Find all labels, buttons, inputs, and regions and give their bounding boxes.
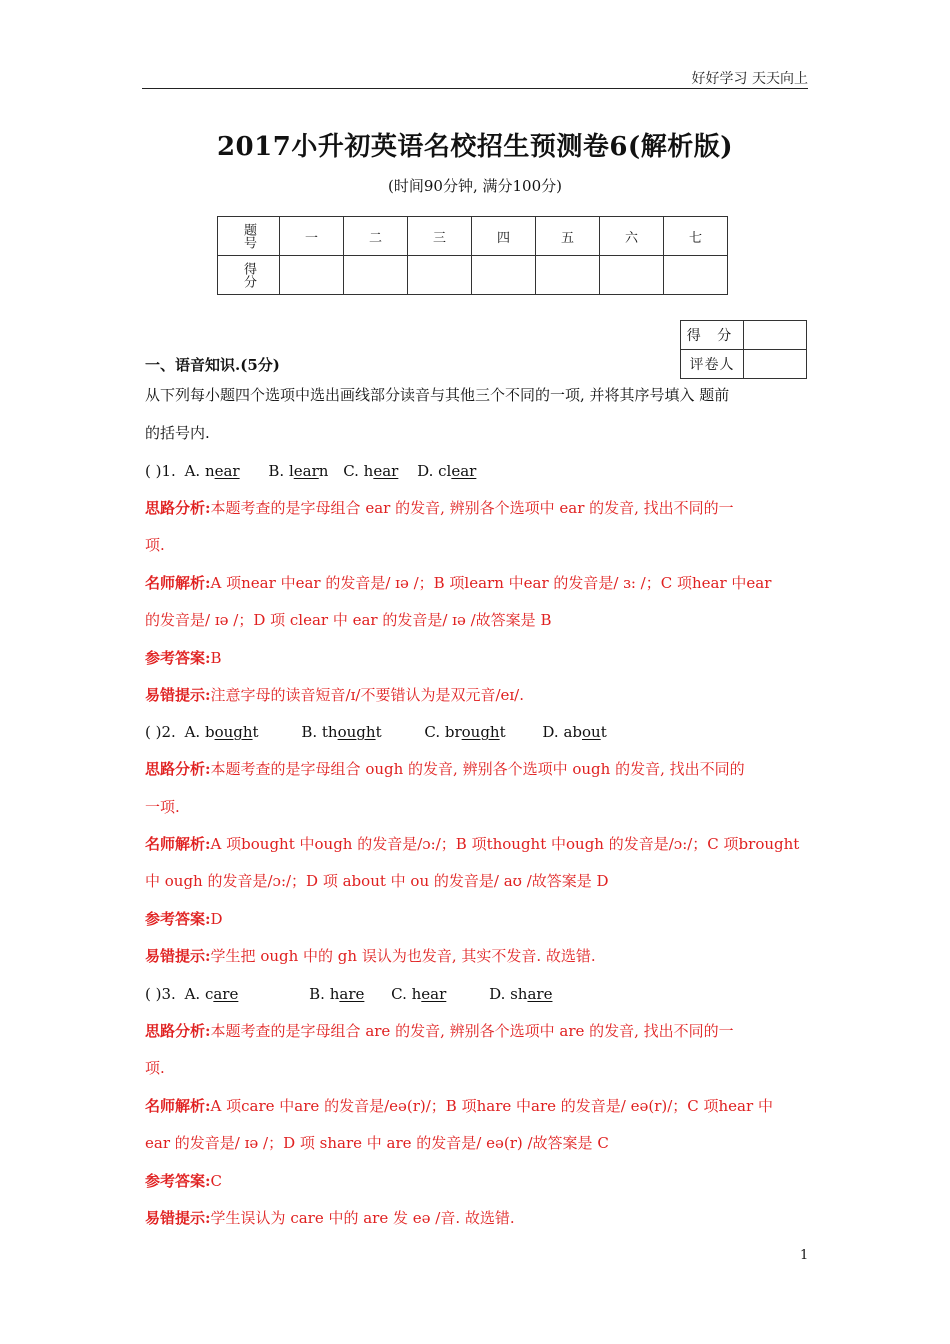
analysis: 思路分析:本题考查的是字母组合 are 的发音, 辨别各个选项中 are 的发音, 找出不同的一 bbox=[145, 1022, 734, 1040]
option-b: B. learn bbox=[268, 462, 329, 480]
option-c: C. hear bbox=[343, 462, 399, 480]
score-cell[interactable] bbox=[344, 256, 408, 295]
grade-score-cell[interactable] bbox=[744, 321, 807, 350]
question-stem: ( )2. bbox=[145, 723, 176, 741]
score-table-col-5: 五 bbox=[536, 217, 600, 256]
option-b: B. hare bbox=[309, 985, 365, 1003]
analysis-cont: 项. bbox=[145, 536, 165, 554]
score-table-col-6: 六 bbox=[600, 217, 664, 256]
answer: 参考答案:B bbox=[145, 649, 222, 667]
score-table-col-2: 二 bbox=[344, 217, 408, 256]
score-table-col-1: 一 bbox=[280, 217, 344, 256]
analysis-cont: 一项. bbox=[145, 798, 180, 816]
option-a: A. near bbox=[184, 462, 240, 480]
score-table-row-label: 得分 bbox=[218, 256, 280, 295]
answer: 参考答案:D bbox=[145, 910, 223, 928]
analysis: 思路分析:本题考查的是字母组合 ough 的发音, 辨别各个选项中 ough 的发音, 找出不同的 bbox=[145, 760, 745, 778]
question-stem: ( )1. bbox=[145, 462, 176, 480]
page-title: 2017小升初英语名校招生预测卷6(解析版) bbox=[216, 132, 734, 162]
option-a: A. care bbox=[184, 985, 239, 1003]
score-table-col-7: 七 bbox=[664, 217, 728, 256]
score-cell[interactable] bbox=[280, 256, 344, 295]
score-cell[interactable] bbox=[664, 256, 728, 295]
section-instruction: 从下列每小题四个选项中选出画线部分读音与其他三个不同的一项, 并将其序号填入 题前 bbox=[145, 386, 730, 404]
option-d: D. share bbox=[489, 985, 553, 1003]
score-cell[interactable] bbox=[600, 256, 664, 295]
question-2 bbox=[145, 722, 815, 742]
section-instruction: 的括号内. bbox=[145, 424, 210, 442]
explanation-cont: ear 的发音是/ ɪə /；D 项 share 中 are 的发音是/ eə(r) /故答案是 C bbox=[145, 1134, 609, 1152]
explanation-cont: 中 ough 的发音是/ɔ:/；D 项 about 中 ou 的发音是/ aʊ /故答案是 D bbox=[145, 872, 609, 890]
score-cell[interactable] bbox=[536, 256, 600, 295]
explanation: 名师解析:A 项care 中are 的发音是/eə(r)/；B 项hare 中are 的发音是/ eə(r)/；C 项hear 中 bbox=[145, 1097, 773, 1115]
question-stem: ( )3. bbox=[145, 985, 176, 1003]
explanation-cont: 的发音是/ ɪə /；D 项 clear 中 ear 的发音是/ ɪə /故答案是 B bbox=[145, 611, 552, 629]
grade-reviewer-label: 评卷人 bbox=[681, 350, 744, 379]
tip: 易错提示:学生把 ough 中的 gh 误认为也发音, 其实不发音. 故选错. bbox=[145, 947, 596, 965]
explanation: 名师解析:A 项bought 中ough 的发音是/ɔ:/；B 项thought 中ough 的发音是/ɔ:/；C 项brought bbox=[145, 835, 800, 853]
score-table bbox=[217, 216, 728, 295]
question-1 bbox=[145, 461, 815, 481]
score-table-score-row bbox=[218, 256, 728, 295]
page-number: 1 bbox=[800, 1248, 809, 1263]
tip: 易错提示:注意字母的读音短音/ɪ/不要错认为是双元音/eɪ/. bbox=[145, 686, 525, 704]
analysis-cont: 项. bbox=[145, 1059, 165, 1077]
tip: 易错提示:学生误认为 care 中的 are 发 eə /音. 故选错. bbox=[145, 1209, 515, 1227]
score-table-col-4: 四 bbox=[472, 217, 536, 256]
option-b: B. thought bbox=[301, 723, 382, 741]
option-a: A. bought bbox=[184, 723, 259, 741]
score-table-row-label: 题号 bbox=[218, 217, 280, 256]
option-d: D. about bbox=[542, 723, 607, 741]
option-c: C. hear bbox=[391, 985, 447, 1003]
score-table-col-3: 三 bbox=[408, 217, 472, 256]
score-table-header-row bbox=[218, 217, 728, 256]
option-c: C. brought bbox=[424, 723, 506, 741]
score-cell[interactable] bbox=[408, 256, 472, 295]
section-heading: 一、语音知识.(5分) bbox=[145, 356, 280, 374]
explanation: 名师解析:A 项near 中ear 的发音是/ ɪə /；B 项learn 中ear 的发音是/ ɜ: /；C 项hear 中ear bbox=[145, 574, 772, 592]
answer: 参考答案:C bbox=[145, 1172, 223, 1190]
score-cell[interactable] bbox=[472, 256, 536, 295]
page-subtitle: (时间90分钟, 满分100分) bbox=[388, 177, 562, 195]
grade-score-label: 得 分 bbox=[681, 321, 744, 350]
question-3 bbox=[145, 984, 815, 1004]
option-d: D. clear bbox=[417, 462, 477, 480]
header-slogan: 好好学习 天天向上 bbox=[691, 71, 808, 87]
header-rule bbox=[142, 88, 808, 89]
analysis: 思路分析:本题考查的是字母组合 ear 的发音, 辨别各个选项中 ear 的发音, 找出不同的一 bbox=[145, 499, 734, 517]
